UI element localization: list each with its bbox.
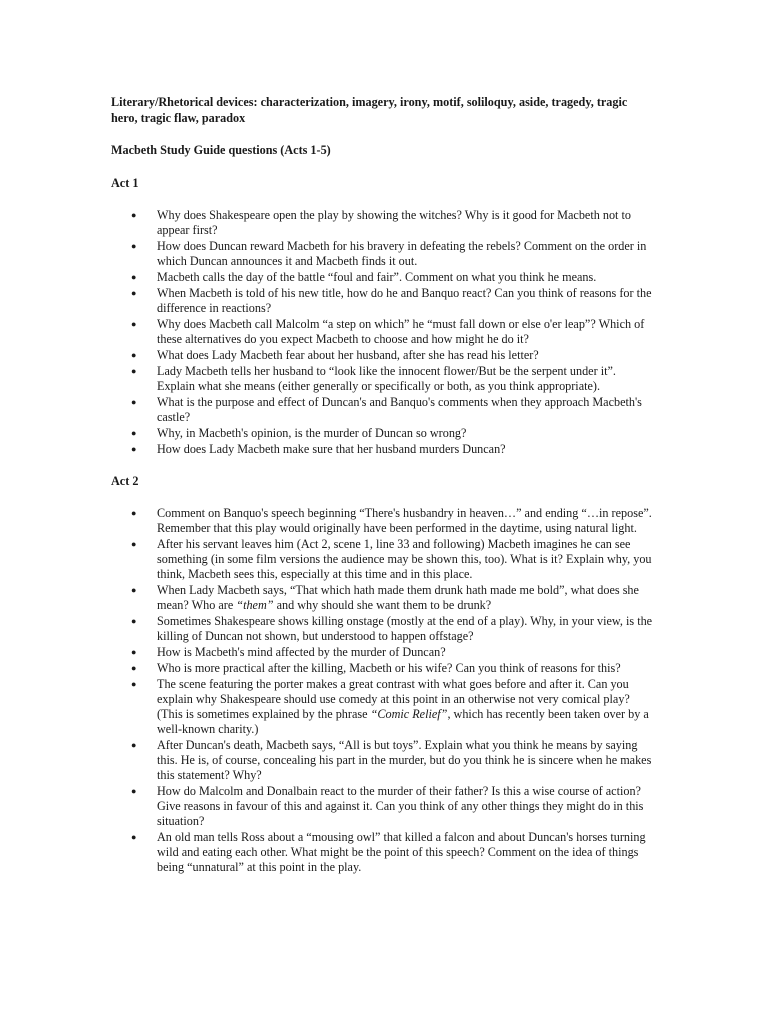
- question-text: How does Duncan reward Macbeth for his bravery in defeating the rebels? Comment on the order in which Duncan announces it and Macbeth finds it out.: [157, 239, 647, 268]
- question-text: How does Lady Macbeth make sure that her husband murders Duncan?: [157, 442, 506, 456]
- question-item: [0, 537, 653, 582]
- question-item: [0, 364, 653, 394]
- question-item: [0, 645, 653, 660]
- act-2-question-list: [0, 506, 653, 876]
- bullet-icon: ●: [131, 647, 137, 657]
- question-item: [0, 830, 653, 875]
- question-item: [0, 426, 653, 441]
- bullet-icon: ●: [131, 616, 137, 626]
- question-italic-phrase: “Comic Relief”: [370, 707, 448, 721]
- question-text: An old man tells Ross about a “mousing owl” that killed a falcon and about Duncan's horses turning wild and eating each other. What might be the point of this speech? Comment on the idea of things being “unnatural” at this point in the play.: [157, 830, 646, 874]
- bullet-icon: ●: [131, 428, 137, 438]
- bullet-icon: ●: [131, 585, 137, 595]
- question-item: [0, 677, 653, 737]
- question-text: How is Macbeth's mind affected by the murder of Duncan?: [157, 645, 446, 659]
- question-italic-phrase: “them”: [236, 598, 274, 612]
- question-item: [0, 784, 653, 829]
- bullet-icon: ●: [131, 508, 137, 518]
- question-item: [0, 270, 653, 285]
- literary-devices-line: Literary/Rhetorical devices: characterization, imagery, irony, motif, soliloquy, aside, tragedy, tragic hero, tragic flaw, paradox: [111, 95, 628, 125]
- bullet-icon: ●: [131, 241, 137, 251]
- question-text: What is the purpose and effect of Duncan's and Banquo's comments when they approach Macbeth's castle?: [157, 395, 642, 424]
- bullet-icon: ●: [131, 272, 137, 282]
- study-guide-title: Macbeth Study Guide questions (Acts 1-5): [111, 143, 331, 157]
- question-item: [0, 239, 653, 269]
- bullet-icon: ●: [131, 786, 137, 796]
- question-text: Why does Shakespeare open the play by showing the witches? Why is it good for Macbeth not to appear first?: [157, 208, 631, 237]
- bullet-icon: ●: [131, 366, 137, 376]
- question-text: Comment on Banquo's speech beginning “There's husbandry in heaven…” and ending “…in repose”. Remember that this play would originally have been performed in the daytime, using natural light.: [157, 506, 652, 535]
- bullet-icon: ●: [131, 397, 137, 407]
- question-item: [0, 614, 653, 644]
- question-text: After Duncan's death, Macbeth says, “All is but toys”. Explain what you think he means by saying this. He is, of course, concealing his part in the murder, but do you think he is sincere when he makes this statement? Why?: [157, 738, 652, 782]
- bullet-icon: ●: [131, 350, 137, 360]
- question-text: How do Malcolm and Donalbain react to the murder of their father? Is this a wise course of action? Give reasons in favour of this and against it. Can you think of any other things they might do in this situation?: [157, 784, 644, 828]
- question-text-part: and why should she want them to be drunk?: [273, 598, 492, 612]
- question-text: Why, in Macbeth's opinion, is the murder of Duncan so wrong?: [157, 426, 467, 440]
- question-text: When Macbeth is told of his new title, how do he and Banquo react? Can you think of reasons for the difference in reactions?: [157, 286, 652, 315]
- bullet-icon: ●: [131, 288, 137, 298]
- question-item: [0, 208, 653, 238]
- question-text-part: The scene featuring the porter makes a great contrast with what goes before and after it. Can you explain why Shakespeare should use comedy at this point in an otherwise not very comical play? (This is sometimes explained by the phrase: [157, 677, 630, 721]
- question-text: After his servant leaves him (Act 2, scene 1, line 33 and following) Macbeth imagines he can see something (in some film versions the audience may be shown this, too). What is it? Explain why, you think, Macbeth sees this, especially at this time and in this place.: [157, 537, 652, 581]
- bullet-icon: ●: [131, 539, 137, 549]
- question-text-part: When Lady Macbeth says, “That which hath made them drunk hath made me bold”, what does she mean? Who are: [157, 583, 639, 612]
- question-text: Who is more practical after the killing, Macbeth or his wife? Can you think of reasons for this?: [157, 661, 621, 675]
- question-item: [0, 583, 653, 613]
- question-item: [0, 506, 653, 536]
- question-item: [0, 317, 653, 347]
- question-text: Lady Macbeth tells her husband to “look like the innocent flower/But be the serpent under it”. Explain what she means (either generally or specifically or both, as you think appropriate).: [157, 364, 616, 393]
- question-item: [0, 348, 653, 363]
- act-2-heading: Act 2: [111, 474, 139, 488]
- question-text: Why does Macbeth call Malcolm “a step on which” he “must fall down or else o'er leap”? Which of these alternatives do you expect Macbeth to choose and how might he do it?: [157, 317, 645, 346]
- question-item: [0, 442, 653, 457]
- bullet-icon: ●: [131, 832, 137, 842]
- question-item: [0, 661, 653, 676]
- question-item: [0, 395, 653, 425]
- act-1-question-list: [0, 208, 653, 458]
- bullet-icon: ●: [131, 210, 137, 220]
- bullet-icon: ●: [131, 444, 137, 454]
- question-text: Macbeth calls the day of the battle “foul and fair”. Comment on what you think he means.: [157, 270, 597, 284]
- bullet-icon: ●: [131, 679, 137, 689]
- question-item: [0, 286, 653, 316]
- question-text: What does Lady Macbeth fear about her husband, after she has read his letter?: [157, 348, 539, 362]
- bullet-icon: ●: [131, 663, 137, 673]
- bullet-icon: ●: [131, 740, 137, 750]
- bullet-icon: ●: [131, 319, 137, 329]
- question-text: Sometimes Shakespeare shows killing onstage (mostly at the end of a play). Why, in your view, is the killing of Duncan not shown, but understood to happen offstage?: [157, 614, 653, 643]
- question-item: [0, 738, 653, 783]
- question-text-part: , which has recently been taken over by a well-known charity.): [157, 707, 649, 736]
- act-1-heading: Act 1: [111, 176, 139, 190]
